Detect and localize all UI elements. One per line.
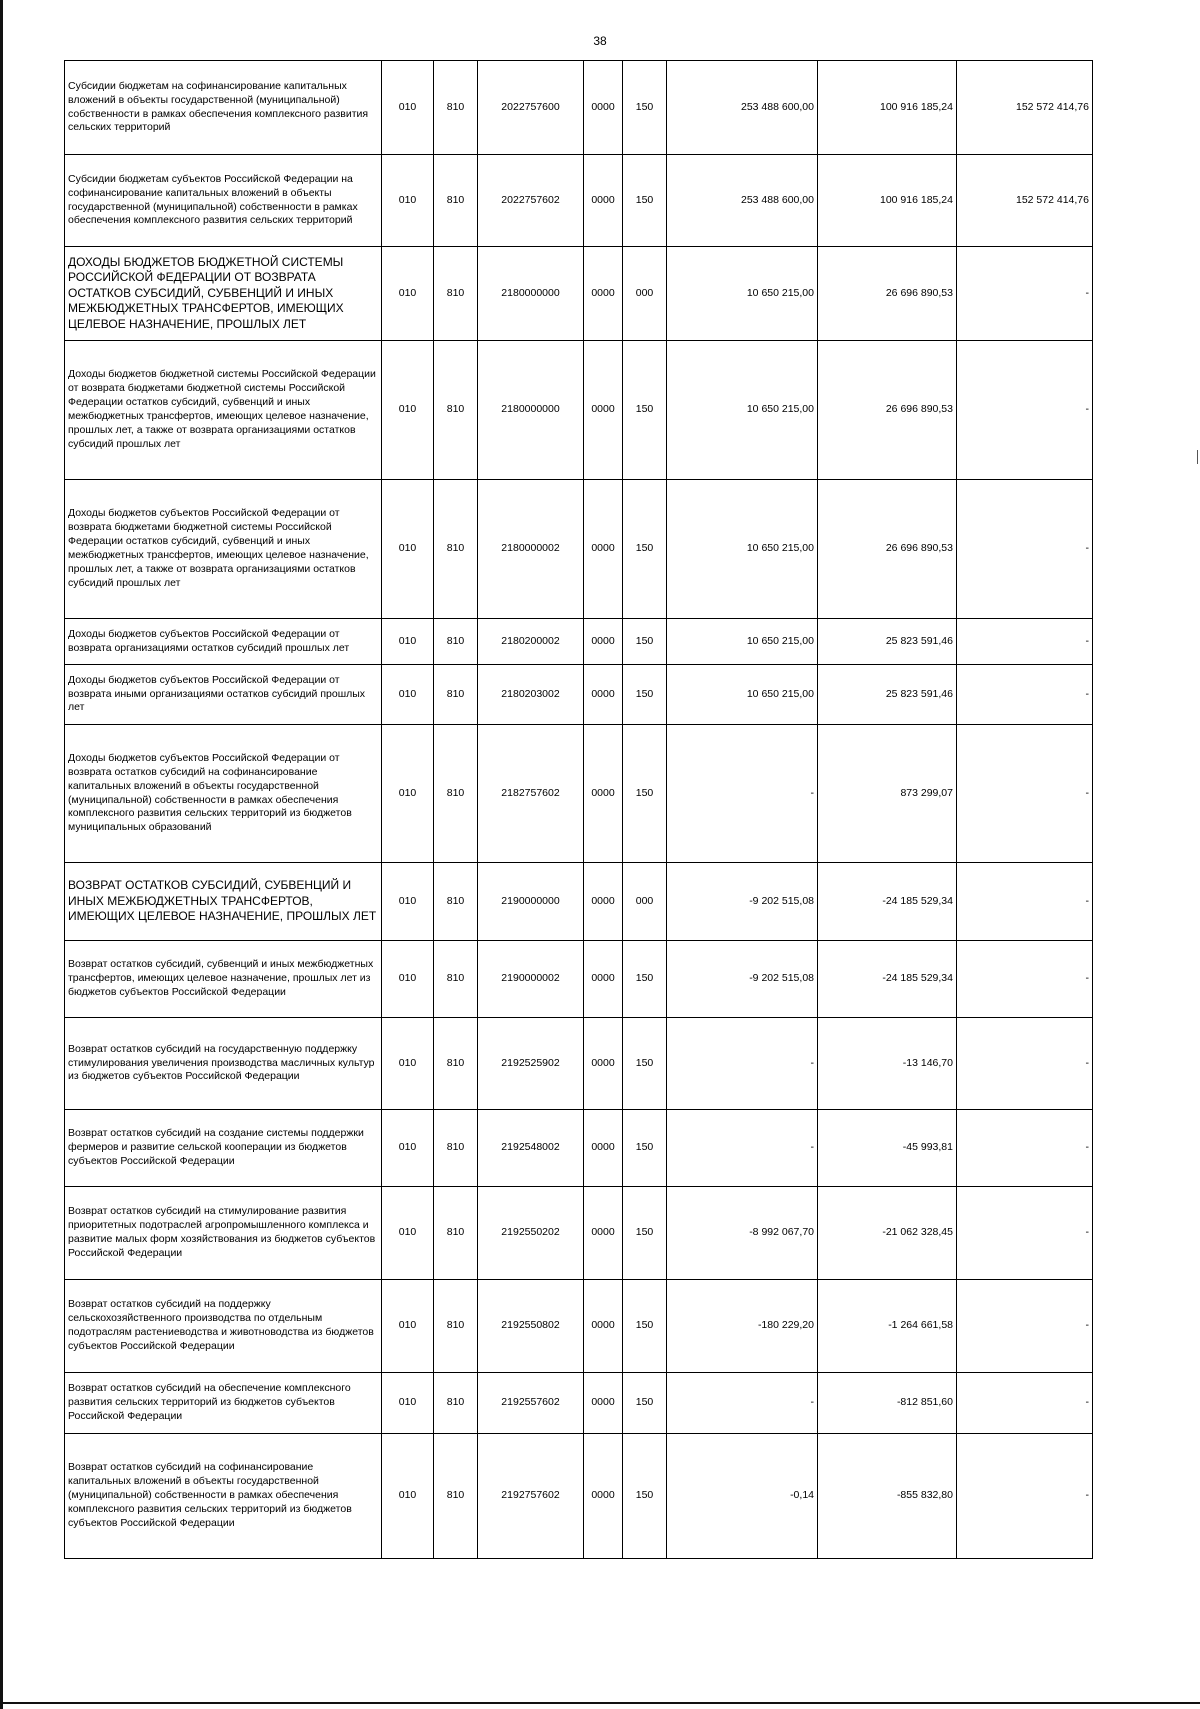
admin-code: 010: [382, 61, 434, 155]
income-code: 2180000002: [478, 480, 584, 619]
row-description: Доходы бюджетов бюджетной системы Российской Федерации от возврата бюджетами бюджетной системы Российской Федерации остатков субсидий, субвенций и иных межбюджетных трансфертов, имеющих целевое назначение, прошлых лет, а также от возврата организациями остатков субсидий прошлых лет: [65, 341, 382, 480]
approved-amount: -9 202 515,08: [667, 863, 818, 941]
chapter-code: 810: [434, 480, 478, 619]
approved-amount: 10 650 215,00: [667, 480, 818, 619]
budget-table: [64, 60, 1093, 1559]
approved-amount: -9 202 515,08: [667, 941, 818, 1018]
program-code: 0000: [584, 1187, 623, 1280]
admin-code: 010: [382, 941, 434, 1018]
row-description: Возврат остатков субсидий на поддержку сельскохозяйственного производства по отдельным подотраслям растениеводства и животноводства из бюджетов субъектов Российской Федерации: [65, 1280, 382, 1373]
table-row: [65, 863, 1093, 941]
program-code: 0000: [584, 155, 623, 247]
admin-code: 010: [382, 1373, 434, 1434]
approved-amount: -: [667, 1018, 818, 1110]
chapter-code: 810: [434, 247, 478, 341]
table-row: [65, 1187, 1093, 1280]
income-code: 2192757602: [478, 1434, 584, 1559]
unexecuted-amount: -: [957, 247, 1093, 341]
unexecuted-amount: -: [957, 1018, 1093, 1110]
chapter-code: 810: [434, 1434, 478, 1559]
admin-code: 010: [382, 155, 434, 247]
table-row: [65, 619, 1093, 665]
row-description: Доходы бюджетов субъектов Российской Федерации от возврата бюджетами бюджетной системы Российской Федерации остатков субсидий, субвенций и иных межбюджетных трансфертов, имеющих целевое назначение, прошлых лет, а также от возврата организациями остатков субсидий прошлых лет: [65, 480, 382, 619]
admin-code: 010: [382, 725, 434, 863]
program-code: 0000: [584, 1434, 623, 1559]
income-code: 2192548002: [478, 1110, 584, 1187]
admin-code: 010: [382, 1280, 434, 1373]
chapter-code: 810: [434, 61, 478, 155]
chapter-code: 810: [434, 725, 478, 863]
row-description: Доходы бюджетов субъектов Российской Федерации от возврата организациями остатков субсидий прошлых лет: [65, 619, 382, 665]
page-bottom-edge: [0, 1702, 1200, 1704]
row-description: ДОХОДЫ БЮДЖЕТОВ БЮДЖЕТНОЙ СИСТЕМЫ РОССИЙСКОЙ ФЕДЕРАЦИИ ОТ ВОЗВРАТА ОСТАТКОВ СУБСИДИЙ, СУБВЕНЦИЙ И ИНЫХ МЕЖБЮДЖЕТНЫХ ТРАНСФЕРТОВ, ИМЕЮЩИХ ЦЕЛЕВОЕ НАЗНАЧЕНИЕ, ПРОШЛЫХ ЛЕТ: [65, 247, 382, 341]
unexecuted-amount: -: [957, 619, 1093, 665]
economic-code: 150: [623, 725, 667, 863]
table-row: [65, 1373, 1093, 1434]
unexecuted-amount: 152 572 414,76: [957, 155, 1093, 247]
approved-amount: -: [667, 1110, 818, 1187]
executed-amount: -1 264 661,58: [818, 1280, 957, 1373]
approved-amount: 10 650 215,00: [667, 247, 818, 341]
admin-code: 010: [382, 863, 434, 941]
admin-code: 010: [382, 665, 434, 725]
table-row: [65, 155, 1093, 247]
chapter-code: 810: [434, 1110, 478, 1187]
approved-amount: -8 992 067,70: [667, 1187, 818, 1280]
approved-amount: 10 650 215,00: [667, 665, 818, 725]
admin-code: 010: [382, 1110, 434, 1187]
approved-amount: 253 488 600,00: [667, 155, 818, 247]
chapter-code: 810: [434, 1018, 478, 1110]
approved-amount: 10 650 215,00: [667, 341, 818, 480]
program-code: 0000: [584, 247, 623, 341]
income-code: 2180000000: [478, 341, 584, 480]
row-description: Возврат остатков субсидий на стимулирование развития приоритетных подотраслей агропромышленного комплекса и развитие малых форм хозяйствования из бюджетов субъектов Российской Федерации: [65, 1187, 382, 1280]
income-code: 2190000002: [478, 941, 584, 1018]
unexecuted-amount: -: [957, 725, 1093, 863]
admin-code: 010: [382, 1434, 434, 1559]
chapter-code: 810: [434, 941, 478, 1018]
table-row: [65, 1434, 1093, 1559]
executed-amount: 25 823 591,46: [818, 665, 957, 725]
executed-amount: 26 696 890,53: [818, 480, 957, 619]
unexecuted-amount: -: [957, 1373, 1093, 1434]
row-description: ВОЗВРАТ ОСТАТКОВ СУБСИДИЙ, СУБВЕНЦИЙ И ИНЫХ МЕЖБЮДЖЕТНЫХ ТРАНСФЕРТОВ, ИМЕЮЩИХ ЦЕЛЕВОЕ НАЗНАЧЕНИЕ, ПРОШЛЫХ ЛЕТ: [65, 863, 382, 941]
economic-code: 150: [623, 941, 667, 1018]
unexecuted-amount: -: [957, 341, 1093, 480]
program-code: 0000: [584, 61, 623, 155]
program-code: 0000: [584, 480, 623, 619]
scan-mark: [1197, 450, 1198, 464]
unexecuted-amount: -: [957, 480, 1093, 619]
chapter-code: 810: [434, 341, 478, 480]
executed-amount: -13 146,70: [818, 1018, 957, 1110]
row-description: Возврат остатков субсидий на обеспечение комплексного развития сельских территорий из бюджетов субъектов Российской Федерации: [65, 1373, 382, 1434]
admin-code: 010: [382, 1187, 434, 1280]
executed-amount: -855 832,80: [818, 1434, 957, 1559]
page-left-edge: [0, 0, 3, 1709]
executed-amount: 26 696 890,53: [818, 341, 957, 480]
approved-amount: -0,14: [667, 1434, 818, 1559]
income-code: 2190000000: [478, 863, 584, 941]
row-description: Субсидии бюджетам субъектов Российской Федерации на софинансирование капитальных вложений в объекты государственной (муниципальной) собственности в рамках обеспечения комплексного развития сельских территорий: [65, 155, 382, 247]
table-row: [65, 665, 1093, 725]
row-description: Возврат остатков субсидий, субвенций и иных межбюджетных трансфертов, имеющих целевое назначение, прошлых лет из бюджетов субъектов Российской Федерации: [65, 941, 382, 1018]
approved-amount: 10 650 215,00: [667, 619, 818, 665]
unexecuted-amount: -: [957, 1110, 1093, 1187]
admin-code: 010: [382, 1018, 434, 1110]
program-code: 0000: [584, 941, 623, 1018]
economic-code: 150: [623, 61, 667, 155]
chapter-code: 810: [434, 1373, 478, 1434]
table-row: [65, 480, 1093, 619]
executed-amount: 100 916 185,24: [818, 155, 957, 247]
executed-amount: -24 185 529,34: [818, 941, 957, 1018]
admin-code: 010: [382, 619, 434, 665]
chapter-code: 810: [434, 863, 478, 941]
row-description: Возврат остатков субсидий на создание системы поддержки фермеров и развитие сельской кооперации из бюджетов субъектов Российской Федерации: [65, 1110, 382, 1187]
approved-amount: -: [667, 725, 818, 863]
program-code: 0000: [584, 1110, 623, 1187]
economic-code: 150: [623, 480, 667, 619]
program-code: 0000: [584, 1018, 623, 1110]
program-code: 0000: [584, 619, 623, 665]
income-code: 2192550202: [478, 1187, 584, 1280]
table-row: [65, 941, 1093, 1018]
chapter-code: 810: [434, 155, 478, 247]
table-row: [65, 1110, 1093, 1187]
executed-amount: 873 299,07: [818, 725, 957, 863]
income-code: 2180200002: [478, 619, 584, 665]
approved-amount: -180 229,20: [667, 1280, 818, 1373]
income-code: 2192550802: [478, 1280, 584, 1373]
approved-amount: -: [667, 1373, 818, 1434]
economic-code: 150: [623, 619, 667, 665]
unexecuted-amount: -: [957, 1280, 1093, 1373]
income-code: 2022757600: [478, 61, 584, 155]
economic-code: 150: [623, 155, 667, 247]
admin-code: 010: [382, 247, 434, 341]
program-code: 0000: [584, 863, 623, 941]
executed-amount: 100 916 185,24: [818, 61, 957, 155]
economic-code: 150: [623, 1110, 667, 1187]
economic-code: 150: [623, 341, 667, 480]
program-code: 0000: [584, 341, 623, 480]
table-row: [65, 61, 1093, 155]
unexecuted-amount: -: [957, 941, 1093, 1018]
economic-code: 150: [623, 1373, 667, 1434]
income-code: 2192525902: [478, 1018, 584, 1110]
unexecuted-amount: -: [957, 1434, 1093, 1559]
table-row: [65, 247, 1093, 341]
income-code: 2022757602: [478, 155, 584, 247]
executed-amount: -812 851,60: [818, 1373, 957, 1434]
row-description: Возврат остатков субсидий на софинансирование капитальных вложений в объекты государственной (муниципальной) собственности в рамках обеспечения комплексного развития сельских территорий из бюджетов субъектов Российской Федерации: [65, 1434, 382, 1559]
page-number: 38: [593, 34, 607, 48]
program-code: 0000: [584, 725, 623, 863]
table-row: [65, 1280, 1093, 1373]
executed-amount: -21 062 328,45: [818, 1187, 957, 1280]
economic-code: 150: [623, 1187, 667, 1280]
row-description: Доходы бюджетов субъектов Российской Федерации от возврата остатков субсидий на софинансирование капитальных вложений в объекты государственной (муниципальной) собственности в рамках обеспечения комплексного развития сельских территорий из бюджетов муниципальных образований: [65, 725, 382, 863]
executed-amount: 25 823 591,46: [818, 619, 957, 665]
table-row: [65, 341, 1093, 480]
admin-code: 010: [382, 480, 434, 619]
program-code: 0000: [584, 1280, 623, 1373]
row-description: Возврат остатков субсидий на государственную поддержку стимулирования увеличения производства масличных культур из бюджетов субъектов Российской Федерации: [65, 1018, 382, 1110]
income-code: 2182757602: [478, 725, 584, 863]
unexecuted-amount: 152 572 414,76: [957, 61, 1093, 155]
chapter-code: 810: [434, 619, 478, 665]
unexecuted-amount: -: [957, 665, 1093, 725]
economic-code: 150: [623, 1434, 667, 1559]
economic-code: 150: [623, 1280, 667, 1373]
executed-amount: -24 185 529,34: [818, 863, 957, 941]
executed-amount: 26 696 890,53: [818, 247, 957, 341]
economic-code: 150: [623, 665, 667, 725]
economic-code: 000: [623, 863, 667, 941]
approved-amount: 253 488 600,00: [667, 61, 818, 155]
program-code: 0000: [584, 1373, 623, 1434]
executed-amount: -45 993,81: [818, 1110, 957, 1187]
unexecuted-amount: -: [957, 1187, 1093, 1280]
row-description: Доходы бюджетов субъектов Российской Федерации от возврата иными организациями остатков субсидий прошлых лет: [65, 665, 382, 725]
economic-code: 150: [623, 1018, 667, 1110]
economic-code: 000: [623, 247, 667, 341]
unexecuted-amount: -: [957, 863, 1093, 941]
table-body: [65, 61, 1093, 1559]
chapter-code: 810: [434, 665, 478, 725]
program-code: 0000: [584, 665, 623, 725]
income-code: 2180000000: [478, 247, 584, 341]
admin-code: 010: [382, 341, 434, 480]
chapter-code: 810: [434, 1280, 478, 1373]
row-description: Субсидии бюджетам на софинансирование капитальных вложений в объекты государственной (муниципальной) собственности в рамках обеспечения комплексного развития сельских территорий: [65, 61, 382, 155]
table-row: [65, 1018, 1093, 1110]
income-code: 2180203002: [478, 665, 584, 725]
table-row: [65, 725, 1093, 863]
chapter-code: 810: [434, 1187, 478, 1280]
income-code: 2192557602: [478, 1373, 584, 1434]
